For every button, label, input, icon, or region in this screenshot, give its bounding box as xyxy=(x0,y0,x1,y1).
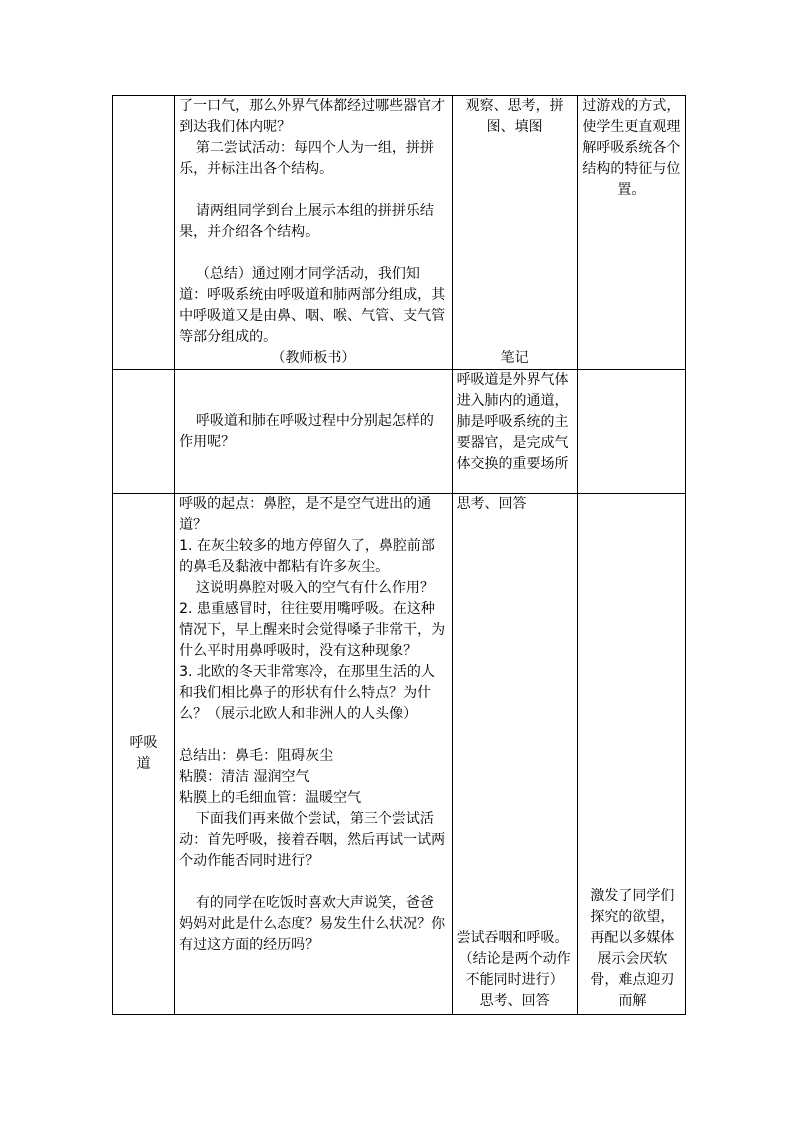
paragraph: 第二尝试活动：每四个人为一组，拼拼乐，并标注出各个结构。 xyxy=(179,140,434,177)
paragraph: 总结出：鼻毛：阻碍灰尘 xyxy=(179,748,334,764)
paragraph: 有的同学在吃饭时喜欢大声说笑，爸爸妈妈对此是什么态度？易发生什么状况？你有过这方面的经历吗？ xyxy=(179,895,446,953)
table-row xyxy=(113,494,686,1015)
section-cell xyxy=(113,370,175,494)
student-activity-cell xyxy=(452,494,577,1015)
paragraph: 1. 在灰尘较多的地方停留久了，鼻腔前部的鼻毛及黏液中都粘有许多灰尘。 xyxy=(179,538,435,575)
paragraph: 请两组同学到台上展示本组的拼拼乐结果，并介绍各个结构。 xyxy=(179,203,434,240)
paragraph: 粘膜上的毛细血管：温暖空气 xyxy=(179,790,362,806)
paragraph: 观察、思考，拼图、填图 xyxy=(465,98,564,135)
paragraph: 这说明鼻腔对吸入的空气有什么作用？ xyxy=(195,580,434,596)
blank-line xyxy=(179,180,447,201)
section-cell xyxy=(113,96,175,370)
lesson-plan-table xyxy=(112,95,686,1015)
teacher-activity-cell xyxy=(175,96,452,370)
design-intent-cell xyxy=(577,96,685,370)
table-row xyxy=(113,370,686,494)
paragraph: 思考、回答 xyxy=(456,496,527,512)
blank-line xyxy=(179,872,447,893)
section-label: 呼吸道 xyxy=(129,735,158,772)
paragraph: 思考、回答 xyxy=(479,993,550,1009)
student-activity-cell xyxy=(452,370,577,494)
paragraph: 笔记 xyxy=(500,350,529,366)
teacher-activity-cell xyxy=(175,494,452,1015)
paragraph: 过游戏的方式，使学生更直观理解呼吸系统各个结构的特征与位置。 xyxy=(582,98,681,198)
paragraph: （教师板书） xyxy=(271,350,356,366)
section-cell xyxy=(113,494,175,1015)
paragraph: 3. 北欧的冬天非常寒冷，在那里生活的人和我们相比鼻子的形状有什么特点？为什么？（展示北欧人和非洲人的人头像） xyxy=(179,664,435,722)
paragraph: 了一口气，那么外界气体都经过哪些器官才到达我们体内呢？ xyxy=(179,98,446,135)
paragraph: 呼吸的起点：鼻腔，是不是空气进出的通道？ xyxy=(179,496,432,533)
paragraph: 2. 患重感冒时，往往要用嘴呼吸。在这种情况下，早上醒来时会觉得嗓子非常干，为什么平时用鼻呼吸时，没有这种现象？ xyxy=(179,601,446,659)
design-intent-cell xyxy=(577,370,685,494)
teacher-activity-cell xyxy=(175,370,452,494)
paragraph: 粘膜：清洁 湿润空气 xyxy=(179,769,310,785)
paragraph: （总结）通过刚才同学活动，我们知道：呼吸系统由呼吸道和肺两部分组成，其中呼吸道又是由鼻、咽、喉、气管、支气管等部分组成的。 xyxy=(179,266,446,345)
paragraph: 呼吸道是外界气体进入肺内的通道，肺是呼吸系统的主要器官，是完成气体交换的重要场所 xyxy=(456,372,569,472)
blank-line xyxy=(179,243,447,264)
student-activity-cell xyxy=(452,96,577,370)
paragraph: 尝试吞咽和呼吸。 xyxy=(456,930,569,946)
paragraph: 呼吸道和肺在呼吸过程中分别起怎样的作用呢？ xyxy=(179,412,434,450)
design-intent-cell xyxy=(577,494,685,1015)
paragraph: 下面我们再来做个尝试，第三个尝试活动：首先呼吸，接着吞咽，然后再试一试两个动作能否同时进行？ xyxy=(179,811,446,869)
table-row xyxy=(113,96,686,370)
blank-line xyxy=(179,725,447,746)
paragraph: （结论是两个动作不能同时进行） xyxy=(458,951,571,988)
paragraph: 激发了同学们探究的欲望，再配以多媒体展示会厌软骨，难点迎刃而解 xyxy=(590,888,675,1009)
